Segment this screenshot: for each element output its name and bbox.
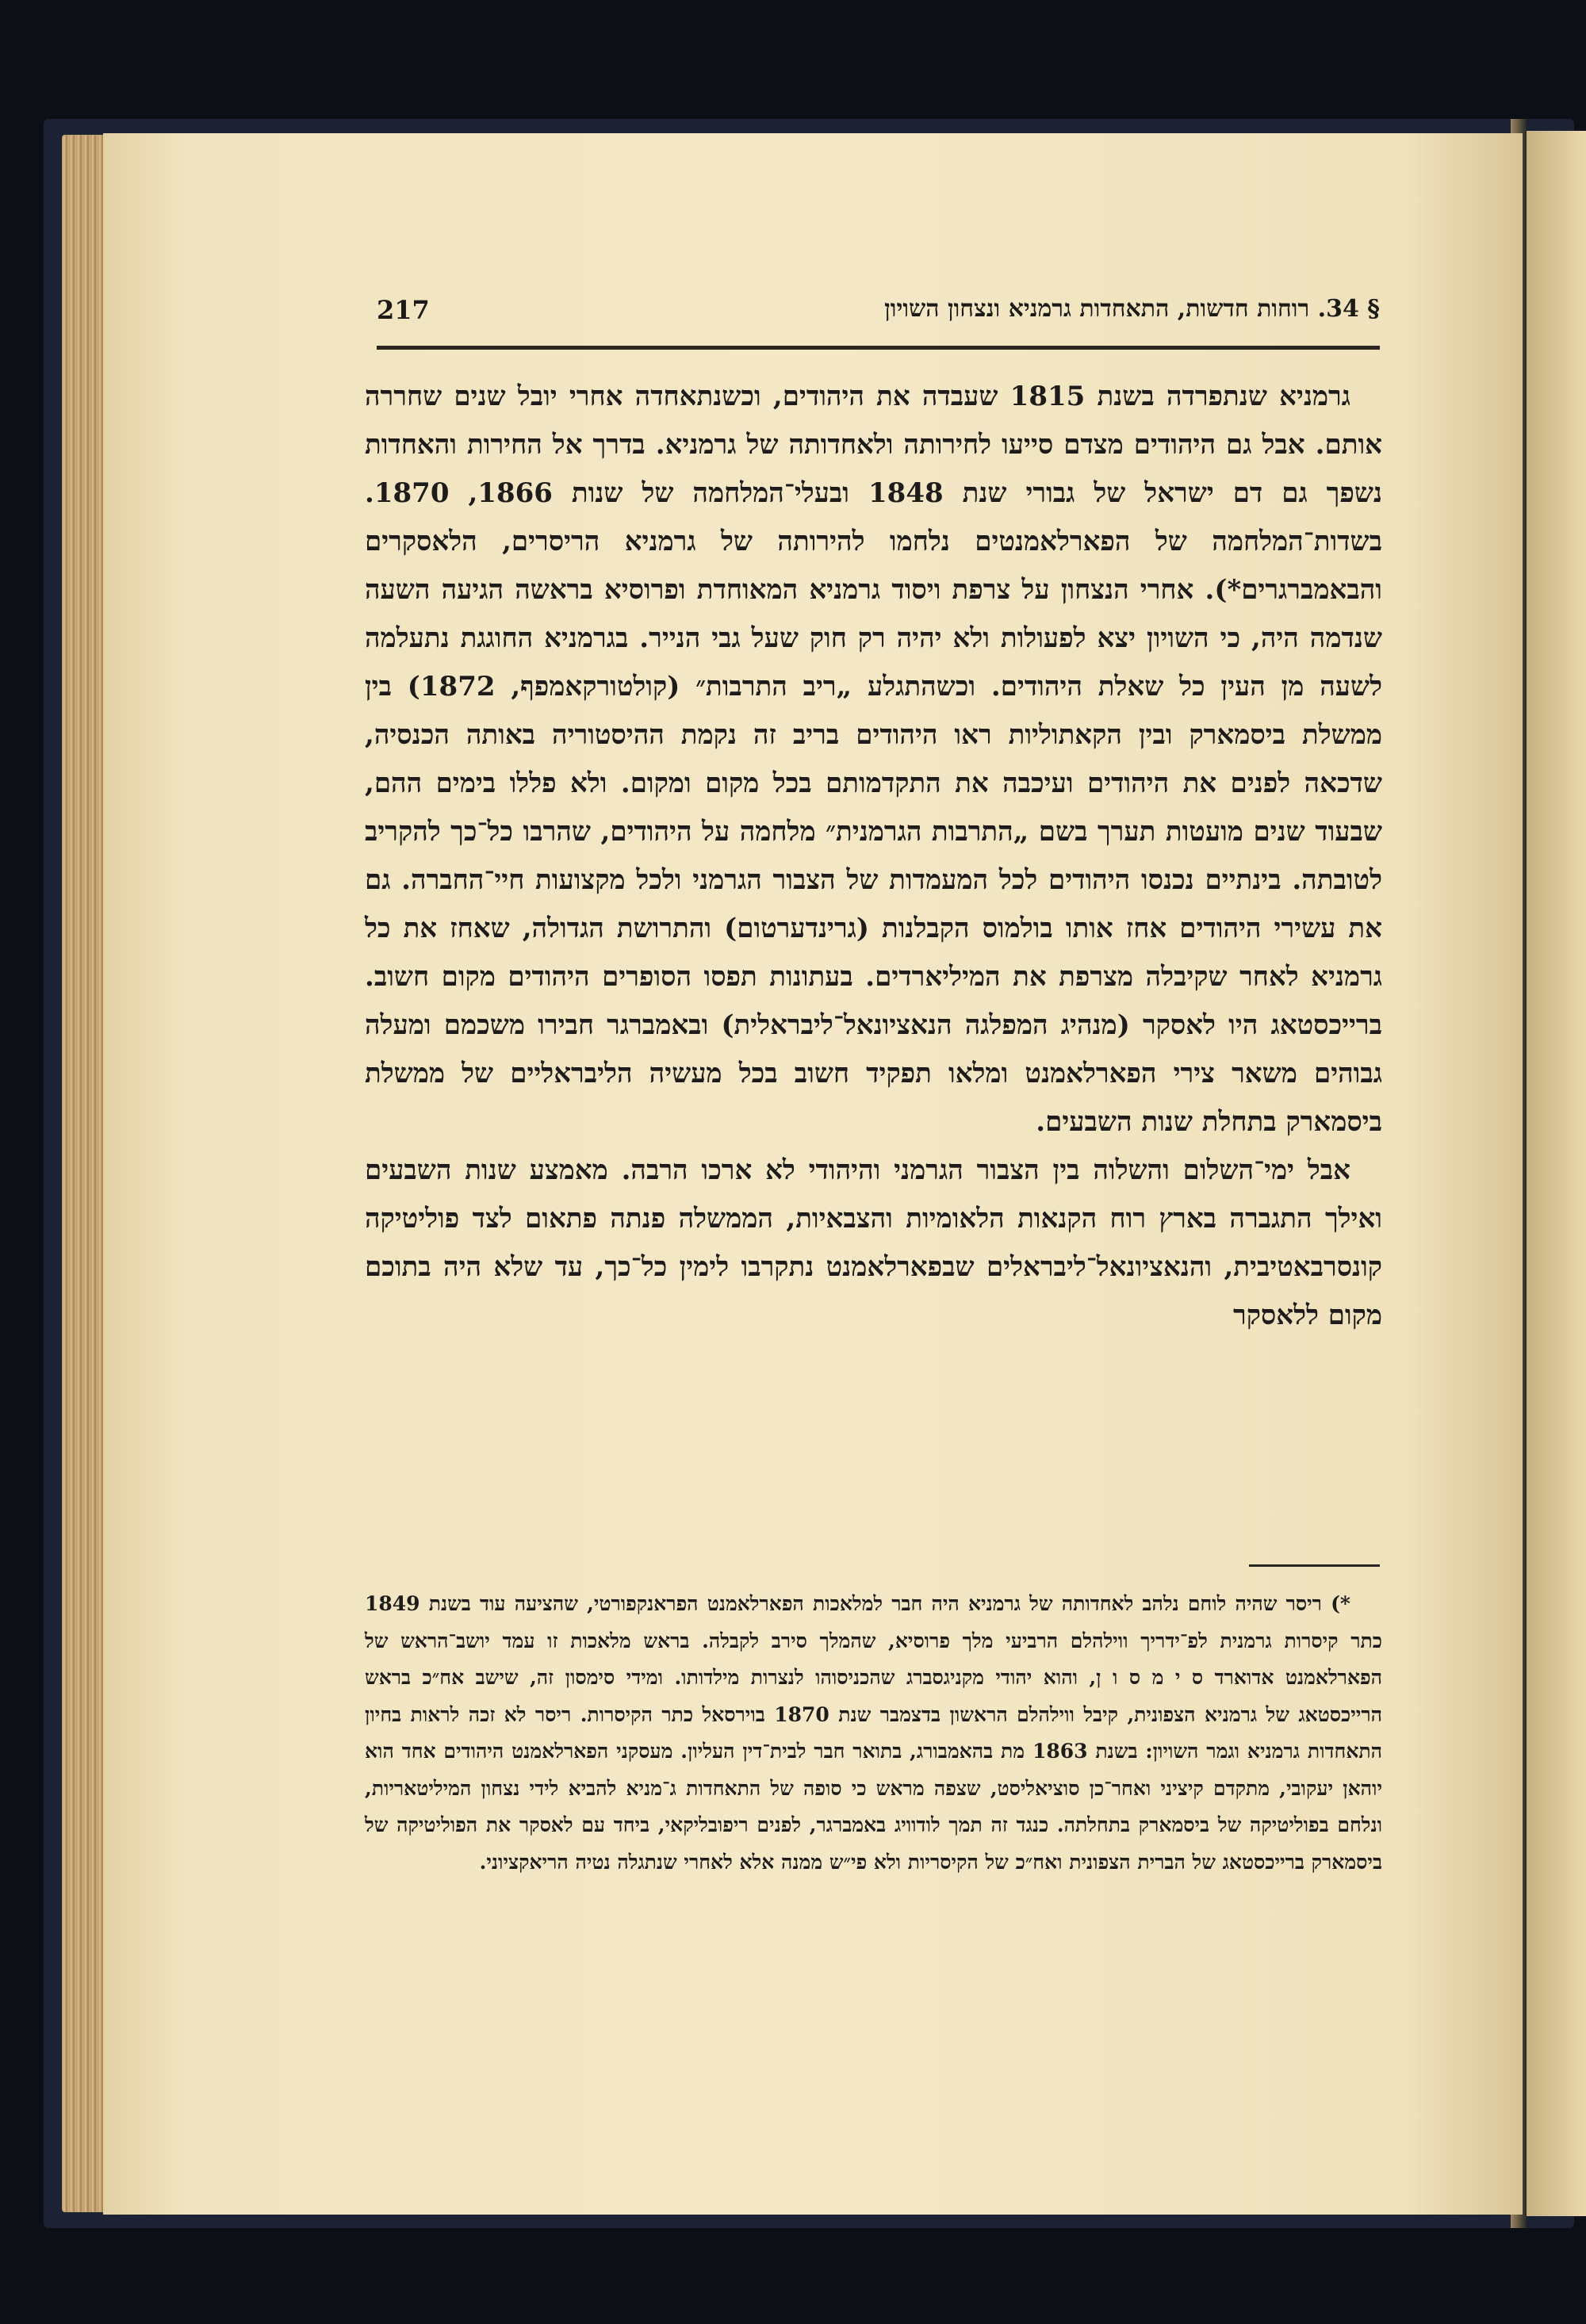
- running-header: [377, 295, 1380, 343]
- footnote-text: *) ריסר שהיה לוחם נלהב לאחדותה של גרמניא היה חבר למלאכות הפארלאמנט הפראנקפורטי, שהציעה עוד בשנת 1849 כתר קיסרות גרמנית לפ־ידריך ווילהלם הרביעי מלך פרוסיא, שהמלך סירב לקבלה. בראש מלאכות זו עמד יושב־הראש של הפארלאמנט אדוארד ס י מ ס ו ן, והוא יהודי מקניגסברג שהכניסוהו לנצרות מילדותו. ומידי סימסון זה, שישב אח״כ בראש הרייכסטאג של גרמניא הצפונית, קיבל ווילהלם הראשון בדצמבר שנת 1870 בוירסאל כתר הקיסרות. ריסר לא זכה לראות בחיון התאחדות גרמניא וגמר השויון: בשנת 1863 מת בהאמבורג, בתואר חבר לבית־דין העליון. מעסקני הפארלאמנט היהודים אחד הוא יוהאן יעקובי, מתקדם קיציני ואחר־כן סוציאליסט, שצפה מראש כי סופה של התאחדות ג־מניא להביא לידי נצחון המיליטאריות, ונלחם בפוליטיקה של ביסמארק בתחלתה. כנגד זה תמך לודוויג באמברגר, לפנים ריפובליקאי, ביחד עם לאסקר את הפוליטיקה של ביסמארק ברייכסטאג של הברית הצפונית ואח״כ של הקיסריות ולא פי״ש ממנה אלא לאחרי שנתגלה נטיה הריאקציוני.: [365, 1592, 1382, 1874]
- footnote-rule: [1249, 1564, 1380, 1567]
- paragraph: אבל ימי־השלום והשלוה בין הצבור הגרמני והיהודי לא ארכו הרבה. מאמצע שנות השבעים ואילך התגברה בארץ רוח הקנאות הלאומיות והצבאיות, הממשלה פנתה פתאום לצד פוליטיקה קונסרבאטיבית, והנאציונאל־ליבראלים שבפארלאמנט נתקרבו לימין כל־כך, עד שלא היה בתוכם מקום ללאסקר: [365, 1154, 1382, 1331]
- section-title: § 34. רוחות חדשות, התאחדות גרמניא ונצחון השויון: [884, 295, 1380, 323]
- page-number: 217: [377, 295, 430, 325]
- facing-page-edge: [1527, 131, 1586, 2216]
- footnote-block: [365, 1586, 1382, 1881]
- paragraph: גרמניא שנתפרדה בשנת 1815 שעבדה את היהודים, וכשנתאחדה אחרי יובל שנים שחררה אותם. אבל גם היהודים מצדם סייעו לחירותה ולאחדותה של גרמניא. בדרך אל החירות והאחדות נשפך גם דם ישראל של גבורי שנת 1848 ובעלי־המלחמה של שנות 1866, 1870. בשדות־המלחמה של הפארלאמנטים נלחמו להירותה של גרמניא הריסרים, הלאסקרים והבאמברגרים*). אחרי הנצחון על צרפת ויסוד גרמניא המאוחדת ופרוסיא בראשה הגיעה השעה שנדמה היה, כי השויון יצא לפעולות ולא יהיה רק חוק שעל גבי הנייר. בגרמניא החוגגת נתעלמה לשעה מן העין כל שאלת היהודים. וכשהתגלע „ריב התרבות״ (קולטורקאמפף, 1872) בין ממשלת ביסמארק ובין הקאתוליות ראו היהודים בריב זה נקמת ההיסטוריה באותה הכנסיה, שדכאה לפנים את היהודים ועיכבה את התקדמותם בכל מקום ומקום. ולא פללו בימים ההם, שבעוד שנים מועטות תערך בשם „התרבות הגרמנית״ מלחמה על היהודים, שהרבו כל־כך להקריב לטובתה. בינתיים נכנסו היהודים לכל המעמדות של הצבור הגרמני ולכל מקצועות חיי־החברה. גם את עשירי היהודים אחז אותו בולמוס הקבלנות (גרינדערטום) והתרושת הגדולה, שאחז את כל גרמניא לאחר שקיבלה מצרפת את המיליארדים. בעתונות תפסו הסופרים היהודים מקום חשוב. ברייכסטאג היו לאסקר (מנהיג המפלגה הנאציונאל־ליבראלית) ובאמברגר חבירו משכמם ומעלה גבוהים משאר צירי הפארלאמנט ומלאו תפקיד חשוב בכל מעשיה הליבראליים של ממשלת ביסמארק בתחלת שנות השבעים.: [365, 381, 1383, 1138]
- main-text: [365, 373, 1382, 1340]
- header-rule: [377, 346, 1380, 350]
